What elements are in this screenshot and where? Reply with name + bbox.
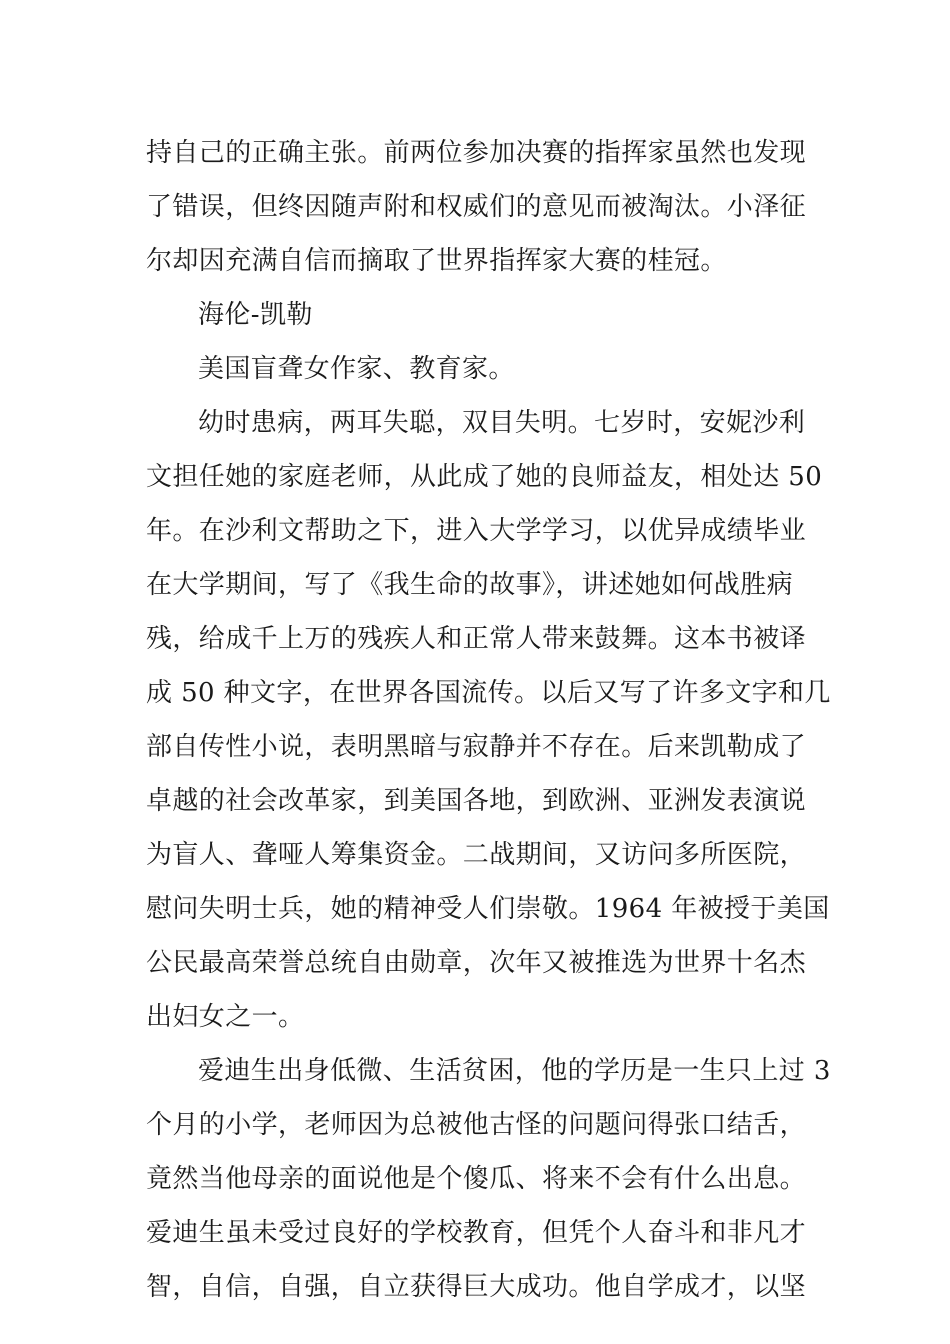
text-line: 出妇女之一。 xyxy=(146,1002,305,1032)
document-body xyxy=(146,126,831,1314)
text-line: 竟然当他母亲的面说他是个傻瓜、将来不会有什么出息。 xyxy=(146,1164,807,1194)
text-line: 持自己的正确主张。前两位参加决赛的指挥家虽然也发现 xyxy=(146,138,807,168)
text-line: 公民最高荣誉总统自由勋章，次年又被推选为世界十名杰 xyxy=(146,948,807,978)
text-line: 在大学期间，写了《我生命的故事》，讲述她如何战胜病 xyxy=(146,570,794,600)
text-line: 为盲人、聋哑人筹集资金。二战期间，又访问多所医院， xyxy=(146,840,807,870)
text-line: 个月的小学，老师因为总被他古怪的问题问得张口结舌， xyxy=(146,1110,807,1140)
text-line: 慰问失明士兵，她的精神受人们崇敬。1964 年被授于美国 xyxy=(146,894,830,924)
text-line: 成 50 种文字，在世界各国流传。以后又写了许多文字和几 xyxy=(146,678,831,708)
text-line: 美国盲聋女作家、教育家。 xyxy=(198,354,515,384)
section-heading: 海伦-凯勒 xyxy=(198,300,313,330)
text-line: 尔却因充满自信而摘取了世界指挥家大赛的桂冠。 xyxy=(146,246,727,276)
text-line: 文担任她的家庭老师，从此成了她的良师益友，相处达 50 xyxy=(146,462,823,492)
text-line: 卓越的社会改革家，到美国各地，到欧洲、亚洲发表演说 xyxy=(146,786,807,816)
text-line: 智，自信，自强，自立获得巨大成功。他自学成才，以坚 xyxy=(146,1272,807,1302)
text-line: 了错误，但终因随声附和权威们的意见而被淘汰。小泽征 xyxy=(146,192,807,222)
text-line: 幼时患病，两耳失聪，双目失明。七岁时，安妮沙利 xyxy=(198,408,806,438)
text-line: 爱迪生虽未受过良好的学校教育，但凭个人奋斗和非凡才 xyxy=(146,1218,807,1248)
text-line: 年。在沙利文帮助之下，进入大学学习，以优异成绩毕业 xyxy=(146,516,807,546)
text-line: 部自传性小说，表明黑暗与寂静并不存在。后来凯勒成了 xyxy=(146,732,807,762)
text-line: 爱迪生出身低微、生活贫困，他的学历是一生只上过 3 xyxy=(198,1056,831,1086)
text-line: 残，给成千上万的残疾人和正常人带来鼓舞。这本书被译 xyxy=(146,624,807,654)
